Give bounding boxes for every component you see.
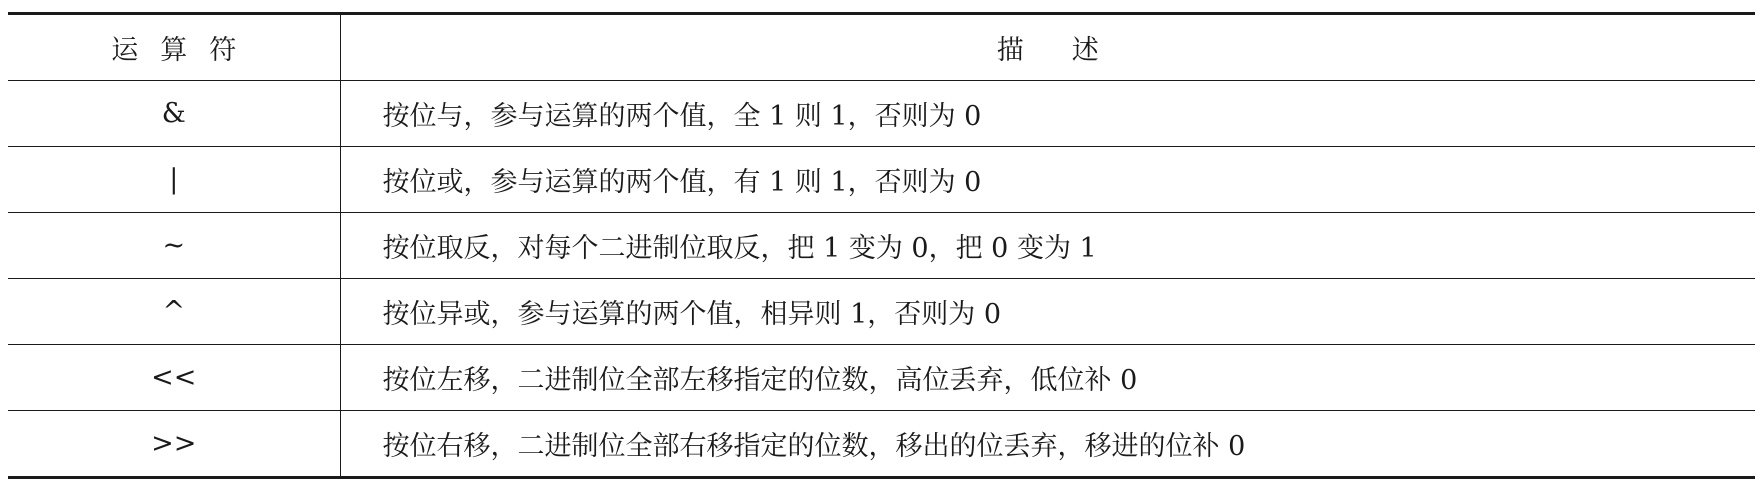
- description-cell: 按位右移，二进制位全部右移指定的位数，移出的位丢弃，移进的位补 0: [340, 411, 1755, 478]
- operator-cell: ~: [8, 213, 340, 279]
- operator-cell: &: [8, 81, 340, 147]
- table-row: [8, 345, 1755, 411]
- table-row: [8, 411, 1755, 478]
- table-row: [8, 81, 1755, 147]
- table-row: [8, 213, 1755, 279]
- operator-cell: >>: [8, 411, 340, 478]
- operator-cell: ^: [8, 279, 340, 345]
- operator-cell: <<: [8, 345, 340, 411]
- description-cell: 按位取反，对每个二进制位取反，把 1 变为 0，把 0 变为 1: [340, 213, 1755, 279]
- description-cell: 按位左移，二进制位全部左移指定的位数，高位丢弃，低位补 0: [340, 345, 1755, 411]
- table-row: [8, 147, 1755, 213]
- table-header: [8, 14, 1755, 81]
- description-cell: 按位异或，参与运算的两个值，相异则 1，否则为 0: [340, 279, 1755, 345]
- table-body: [8, 81, 1755, 478]
- operator-cell: |: [8, 147, 340, 213]
- description-cell: 按位与，参与运算的两个值，全 1 则 1，否则为 0: [340, 81, 1755, 147]
- header-description: 描述: [340, 14, 1755, 81]
- bitwise-operator-table: [8, 12, 1755, 479]
- operator-table-container: [8, 12, 1755, 479]
- header-operator: 运算符: [8, 14, 340, 81]
- table-row: [8, 279, 1755, 345]
- header-row: [8, 14, 1755, 81]
- description-cell: 按位或，参与运算的两个值，有 1 则 1，否则为 0: [340, 147, 1755, 213]
